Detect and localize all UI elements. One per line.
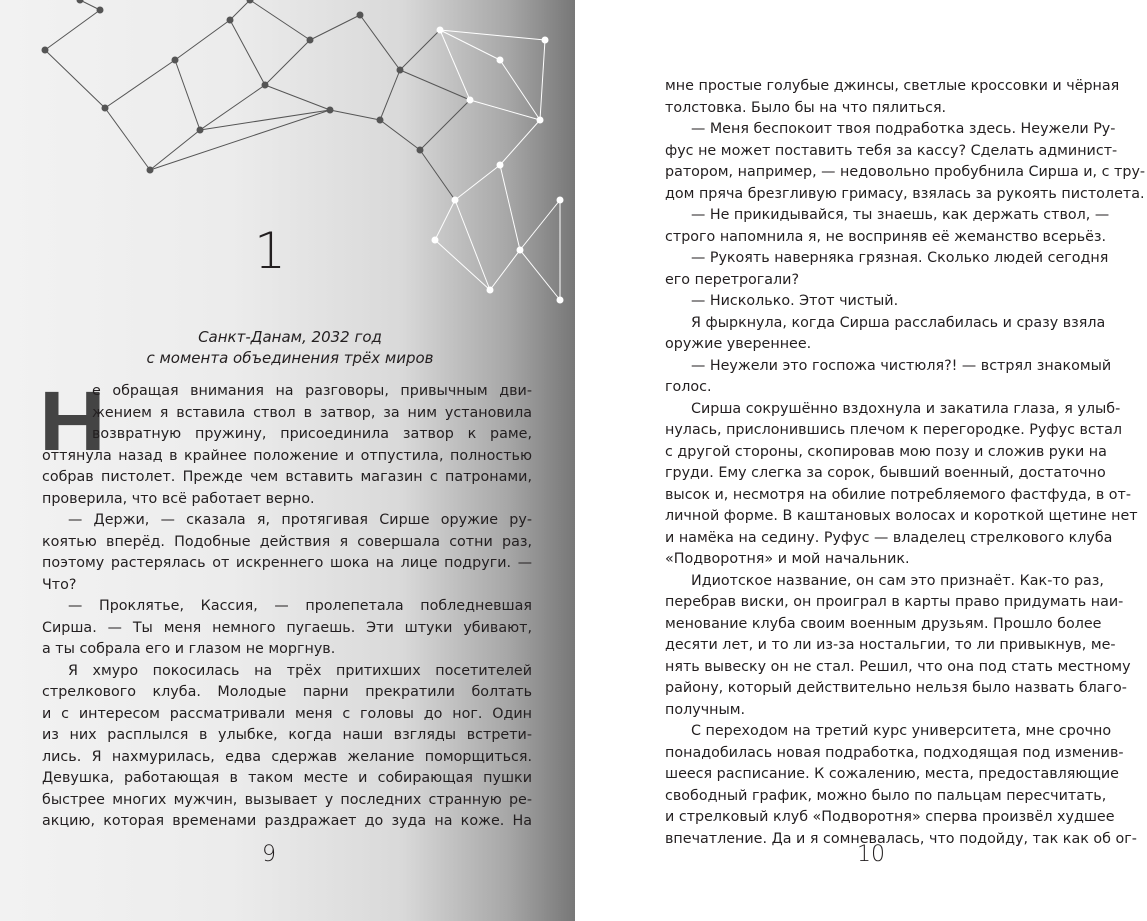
text-line: личной форме. В каштановых волосах и короткой щетине нет xyxy=(665,508,1138,524)
text-line: Девушка, работающая в таком месте и собирающая пушки xyxy=(42,770,532,786)
network-node xyxy=(357,12,364,19)
network-node xyxy=(397,67,404,74)
network-edge xyxy=(455,165,500,200)
text-line: фус не может поставить тебя за кассу? Сделать админист- xyxy=(665,142,1118,159)
text-line: шееся расписание. К сожалению, места, предоставляющие xyxy=(665,766,1119,782)
network-node xyxy=(417,147,424,154)
network-node xyxy=(497,162,504,169)
paragraph xyxy=(42,596,532,661)
text-line: ратором, например, — недовольно пробубнила Сирша и, с тру- xyxy=(665,164,1146,180)
text-line: и с интересом рассматривали меня с головы до ног. Один xyxy=(42,705,532,722)
drop-cap: Н xyxy=(38,374,106,468)
page-number: 10 xyxy=(857,842,885,867)
network-node xyxy=(487,287,494,294)
network-edge xyxy=(45,50,105,108)
text-line: оружие увереннее. xyxy=(665,336,812,352)
network-edge xyxy=(420,100,470,150)
text-line: акцию, которая временами раздражает до зуда на коже. На xyxy=(42,813,532,829)
text-line: району, который действительно нельзя было назвать благо- xyxy=(665,680,1127,696)
network-edge xyxy=(380,70,400,120)
text-line: Что? xyxy=(42,576,77,593)
network-node xyxy=(537,117,544,124)
text-line: толстовка. Было бы на что пялиться. xyxy=(665,99,947,116)
text-line: его перетрогали? xyxy=(665,271,800,288)
network-node xyxy=(377,117,384,124)
left-page-body xyxy=(42,381,532,833)
network-edge xyxy=(310,15,360,40)
paragraph xyxy=(665,119,1146,205)
text-line: Я фыркнула, когда Сирша расслабилась и сразу взяла xyxy=(691,314,1106,331)
network-edge xyxy=(45,10,100,50)
text-line: Сирша сокрушённо вздохнула и закатила глаза, я улыб- xyxy=(691,400,1121,417)
text-line: — Рукоять наверняка грязная. Сколько людей сегодня xyxy=(691,250,1109,266)
constellation-network-decoration xyxy=(0,0,575,330)
network-node xyxy=(102,105,109,112)
network-node xyxy=(97,7,104,14)
paragraph xyxy=(42,381,532,510)
paragraph xyxy=(42,661,532,833)
network-edge xyxy=(265,40,310,85)
network-node xyxy=(497,57,504,64)
paragraph xyxy=(665,356,1112,399)
text-line: возвратную пружину, присоединила затвор к раме, xyxy=(92,426,532,442)
paragraph xyxy=(42,510,532,596)
text-line: — Неужели это госпожа чистюля?! — встрял знакомый xyxy=(691,357,1112,374)
network-edge xyxy=(265,85,330,110)
network-edge xyxy=(420,150,455,200)
text-line: груди. Ему слегка за сорок, бывший военный, достаточно xyxy=(665,465,1106,481)
network-edge xyxy=(150,130,200,170)
network-edge xyxy=(500,60,540,120)
network-edge xyxy=(175,60,200,130)
network-edge xyxy=(105,60,175,108)
network-edge xyxy=(360,15,400,70)
text-line: высок и, несмотря на обилие потребляемого фастфуда, в от- xyxy=(665,486,1132,503)
network-node xyxy=(262,82,269,89)
network-edge xyxy=(230,0,250,20)
text-line: жением я вставила ствол в затвор, за ним установила xyxy=(92,404,532,421)
text-line: Сирша. — Ты меня немного пугаешь. Эти штуки убивают, xyxy=(42,619,532,636)
text-line: — Меня беспокоит твоя подработка здесь. Неужели Ру- xyxy=(691,121,1116,137)
paragraph xyxy=(665,248,1109,291)
network-node xyxy=(542,37,549,44)
text-line: перебрав виски, он проиграл в карты право придумать наи- xyxy=(665,594,1124,610)
text-line: десяти лет, и то ли из-за ностальгии, то ли привыкнув, ме- xyxy=(665,637,1116,653)
text-line: мне простые голубые джинсы, светлые кроссовки и чёрная xyxy=(665,78,1120,94)
paragraph xyxy=(665,205,1110,248)
text-line: поэтому растерялась от искреннего шока на лице подруги. — xyxy=(42,555,532,571)
text-line: стрелкового клуба. Молодые парни прекратили болтать xyxy=(42,684,532,700)
network-edge xyxy=(250,0,310,40)
text-line: голос. xyxy=(665,379,712,395)
network-edge xyxy=(400,30,440,70)
paragraph xyxy=(665,571,1131,722)
paragraph xyxy=(665,313,1106,356)
network-edge xyxy=(230,20,265,85)
text-line: «Подворотня» и мой начальник. xyxy=(665,551,910,567)
network-edge xyxy=(470,100,540,120)
network-node xyxy=(467,97,474,104)
network-edge xyxy=(200,110,330,130)
network-edge xyxy=(380,120,420,150)
right-page xyxy=(575,0,1147,921)
text-line: и стрелковый клуб «Подворотня» сперва произвёл худшее xyxy=(665,809,1115,825)
network-node xyxy=(557,197,564,204)
network-edge xyxy=(500,120,540,165)
network-node xyxy=(557,297,564,304)
text-line: лись. Я нахмурилась, едва сдержав желание поморщиться. xyxy=(42,748,532,765)
paragraph xyxy=(665,721,1137,850)
network-node xyxy=(197,127,204,134)
paragraph xyxy=(665,399,1138,571)
text-line: дом пряча брезгливую гримасу, взялась за рукоять пистолета. xyxy=(665,185,1145,202)
chapter-place-date: Санкт-Данам, 2032 год xyxy=(198,328,382,346)
network-node xyxy=(307,37,314,44)
text-line: из них расплылся в улыбке, когда наши взгляды встрети- xyxy=(42,727,532,743)
text-line: — Проклятье, Кассия, — пролепетала побледневшая xyxy=(68,598,532,614)
network-edge xyxy=(175,20,230,60)
text-line: впечатление. Да и я сомневалась, что подойду, так как об ог- xyxy=(665,830,1137,847)
network-edge xyxy=(330,110,380,120)
paragraph xyxy=(665,76,1120,119)
text-line: — Не прикидывайся, ты знаешь, как держать ствол, — xyxy=(691,207,1110,223)
paragraph xyxy=(665,291,1092,313)
text-line: собрав пистолет. Прежде чем вставить магазин с патронами, xyxy=(42,469,532,485)
network-node xyxy=(437,27,444,34)
text-line: проверила, что всё работает верно. xyxy=(42,490,315,507)
network-edge xyxy=(105,108,150,170)
network-edge xyxy=(440,30,545,40)
network-node xyxy=(42,47,49,54)
text-line: менование клуба своим военным друзьям. Прошло более xyxy=(665,615,1102,632)
text-line: — Держи, — сказала я, протягивая Сирше оружие ру- xyxy=(68,512,532,528)
text-line: С переходом на третий курс университета, мне срочно xyxy=(691,723,1112,739)
text-line: е обращая внимания на разговоры, привычным дви- xyxy=(92,383,532,399)
text-line: коятью вперёд. Подобные действия я совершала сотни раз, xyxy=(42,533,532,550)
text-line: нулась, прислонившись плечом к перегородке. Руфус встал xyxy=(665,422,1122,438)
text-line: и намёка на седину. Руфус — владелец стрелкового клуба xyxy=(665,529,1113,546)
network-edge xyxy=(540,40,545,120)
text-line: нять вывеску он не стал. Решил, что она под стать местному xyxy=(665,658,1131,675)
network-node xyxy=(327,107,334,114)
right-page-body xyxy=(665,76,1146,850)
text-line: быстрее многих мужчин, вызывает у последних странную ре- xyxy=(42,791,532,808)
network-edge xyxy=(200,85,265,130)
text-line: свободный график, можно было по пальцам пересчитать, xyxy=(665,787,1107,804)
text-line: понадобилась новая подработка, подходящая под изменив- xyxy=(665,744,1124,761)
page-number: 9 xyxy=(262,842,276,867)
text-line: а ты собрала его и глазом не моргнув. xyxy=(42,641,336,657)
network-node xyxy=(172,57,179,64)
text-line: оттянула назад в крайнее положение и отпустила, полностью xyxy=(42,447,532,464)
network-node xyxy=(77,0,84,4)
network-node xyxy=(227,17,234,24)
network-node xyxy=(147,167,154,174)
network-edge xyxy=(150,110,330,170)
text-line: — Нисколько. Этот чистый. xyxy=(691,293,899,309)
network-node xyxy=(452,197,459,204)
chapter-epoch: с момента объединения трёх миров xyxy=(146,349,434,367)
text-line: Я хмуро покосилась на трёх притихших посетителей xyxy=(68,662,532,679)
text-line: получным. xyxy=(665,701,746,718)
text-line: строго напомнила я, не восприняв её жеманство всерьёз. xyxy=(665,228,1107,245)
text-line: с другой стороны, скопировав мою позу и сложив руки на xyxy=(665,443,1107,460)
text-line: Идиотское название, он сам это признаёт. Как-то раз, xyxy=(691,572,1104,589)
chapter-number: 1 xyxy=(254,222,286,280)
